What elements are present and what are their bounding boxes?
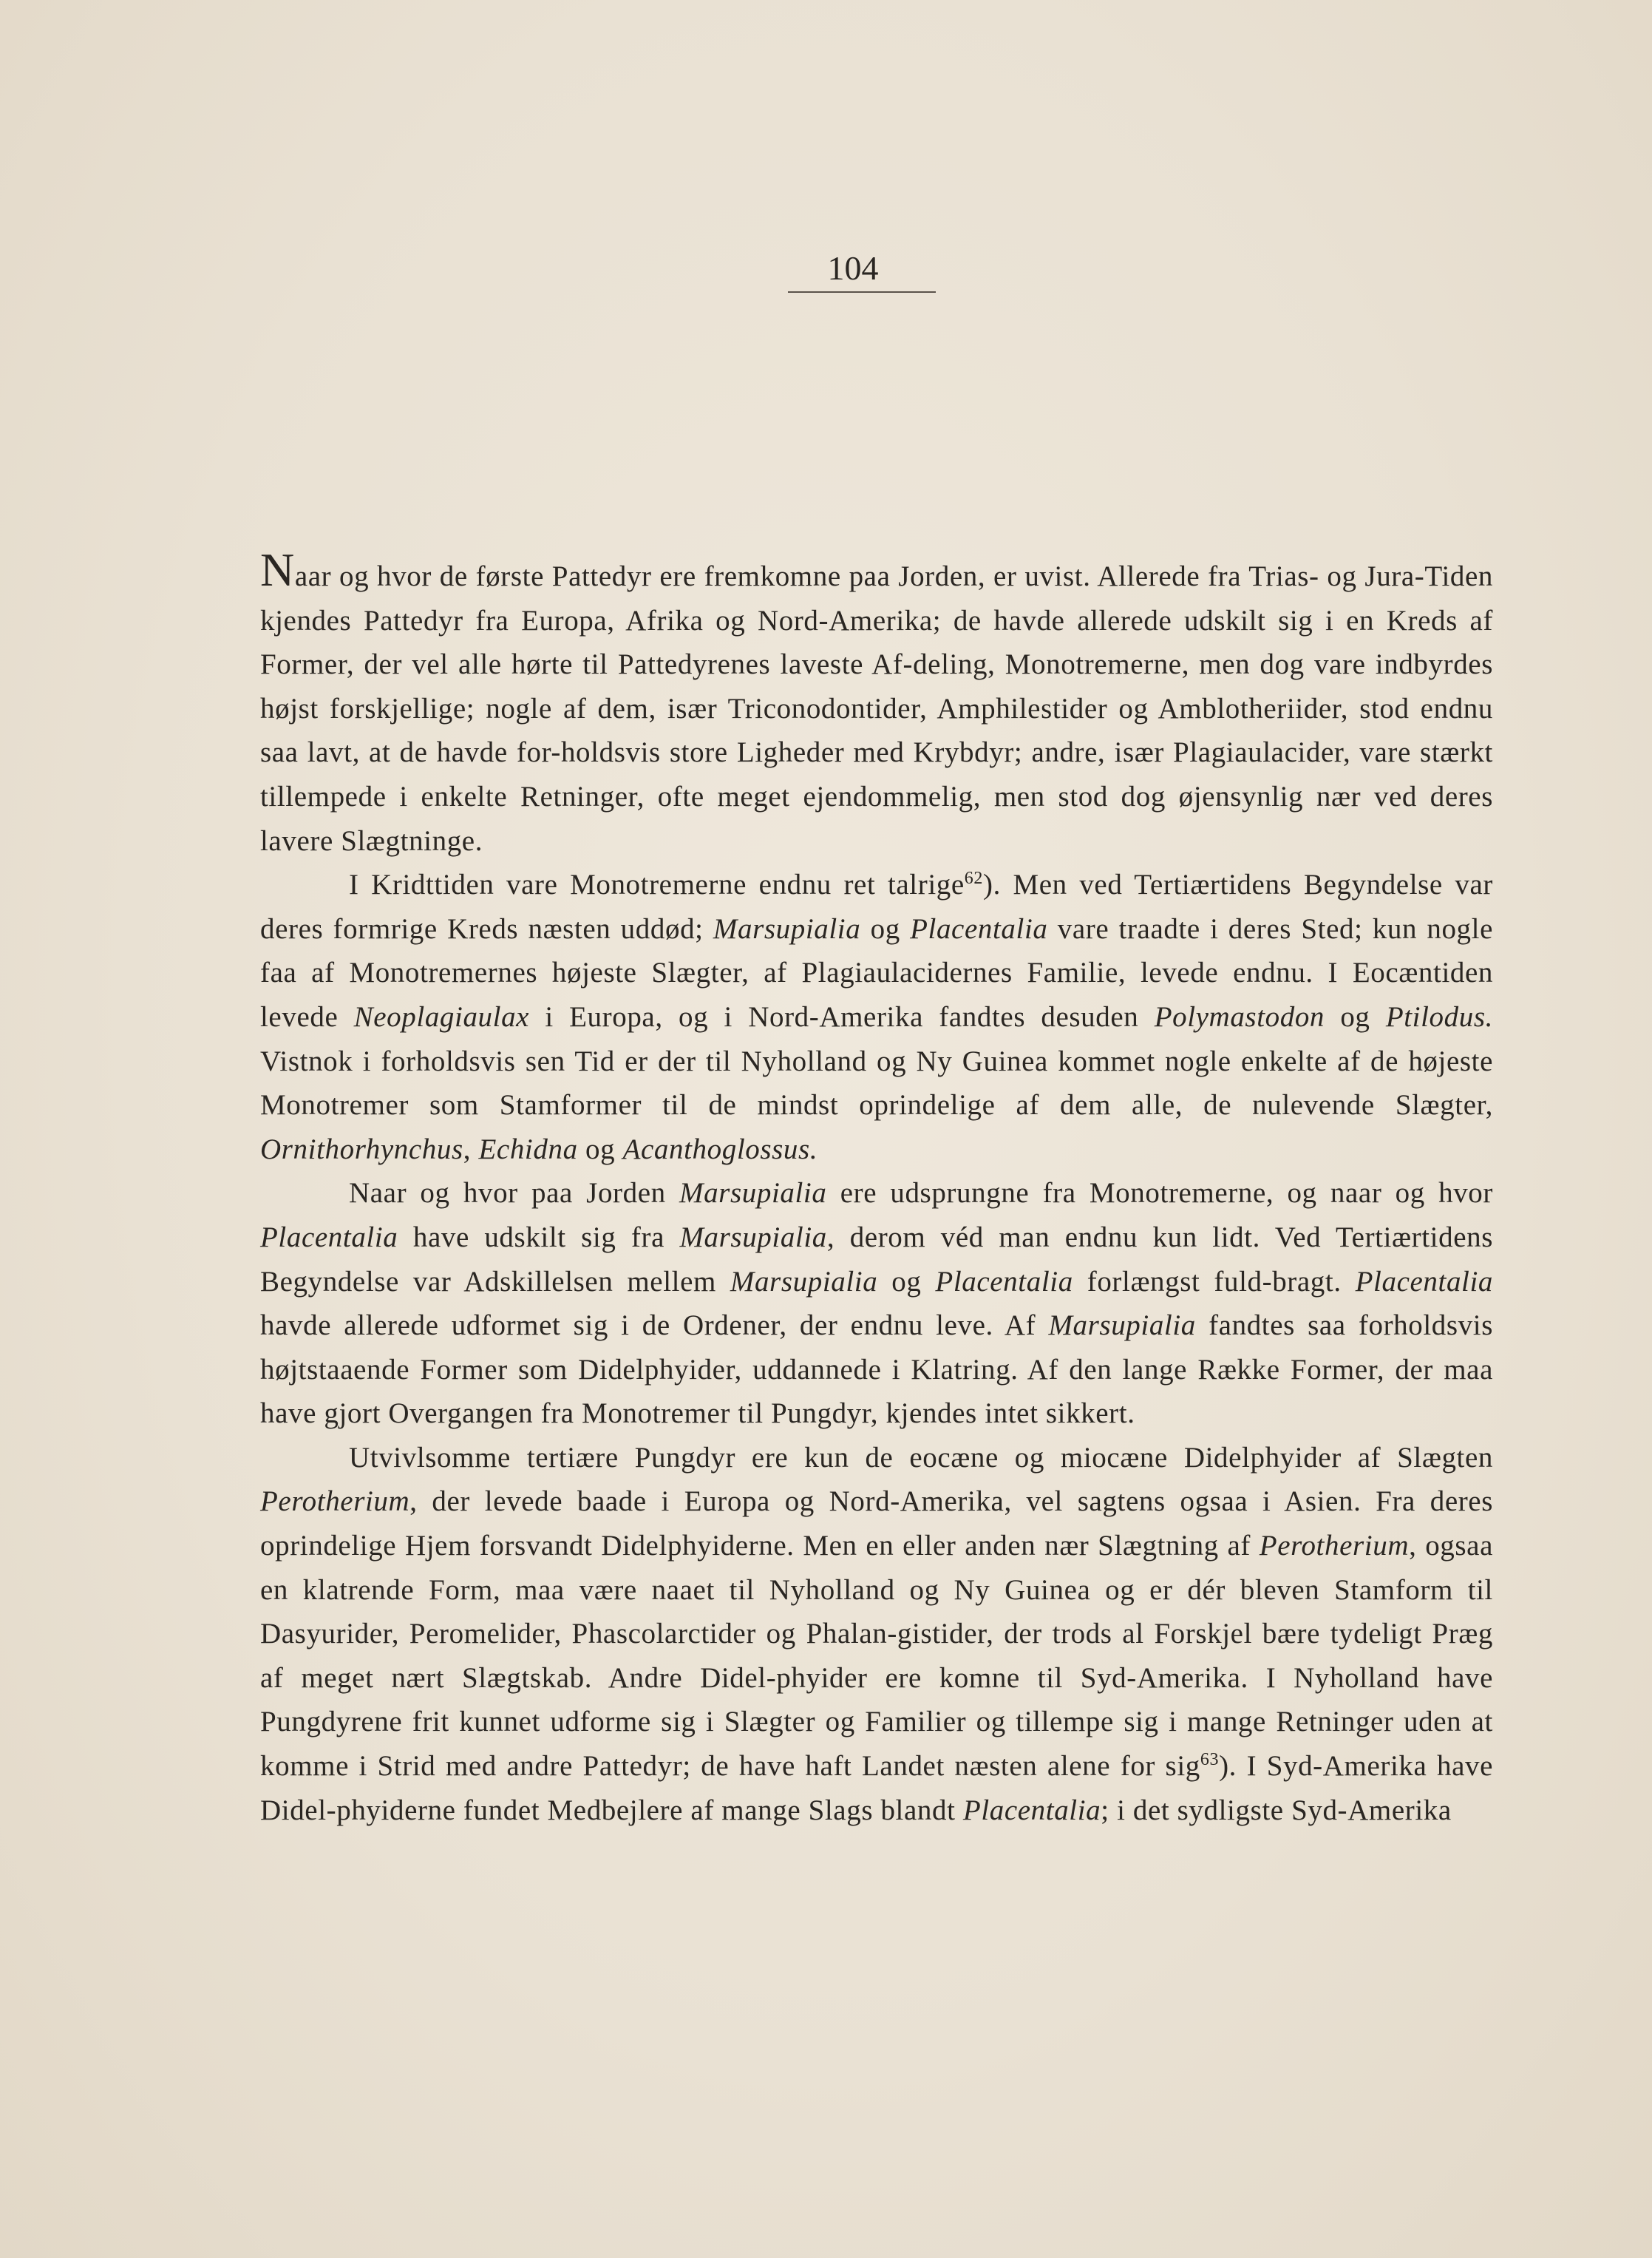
taxon-name: Polymastodon	[1154, 1000, 1325, 1033]
paragraph-1	[260, 543, 1493, 863]
taxon-name: Marsupialia	[713, 912, 861, 945]
text-run: Naar og hvor paa Jorden	[349, 1177, 679, 1210]
paragraph-4	[260, 1436, 1493, 1832]
page-number: 104	[827, 249, 879, 287]
footnote-ref: 63	[1200, 1750, 1220, 1770]
taxon-name: Ptilodus.	[1385, 1000, 1493, 1033]
text-run: havde allerede udformet sig i de Ordener, der endnu leve. Af	[260, 1309, 1049, 1342]
text-run: , ogsaa en klatrende Form, maa være naaet til Nyholland og Ny Guinea og er dér bleven Stamform til Dasyurider, Peromelider, Phascolarctider og Phalan-gistider, der trods al Forskjel bære tydeligt Præg af meget nært Slægtskab. Andre Didel-phyider ere komne til Syd-Amerika. I Nyholland have Pungdyrene frit kunnet udforme sig i Slægter og Familier og tillempe sig i mange Retninger uden at komme i Strid med andre Pattedyr; de have haft Landet næsten alene for sig	[260, 1530, 1494, 1783]
drop-cap: N	[260, 543, 295, 596]
text-run: og	[1325, 1000, 1386, 1033]
text-run: fandtes saa forholdsvis højtstaaende Former som Didelphyider, uddannede i Klatring. Af den lange Række Former, der maa have gjort Overgangen fra Monotremer til Pungdyr, kjendes intet sikkert.	[260, 1309, 1493, 1430]
text-run: Vistnok i forholdsvis sen Tid er der til Nyholland og Ny Guinea kommet nogle enkelte af de højeste Monotremer som Stamformer til de mindst oprindelige af dem alle, de nulevende Slægter,	[260, 1045, 1493, 1122]
text-run: ; i det sydligste Syd-Amerika	[1101, 1794, 1452, 1826]
paragraph-3	[260, 1171, 1493, 1436]
text-run: Utvivlsomme tertiære Pungdyr ere kun de eocæne og miocæne Didelphyider af Slægten	[349, 1441, 1493, 1474]
text-run: I Kridttiden vare Monotremerne endnu ret talrige	[349, 869, 965, 901]
taxon-name: Placentalia	[260, 1221, 398, 1253]
text-run: , derom véd man endnu kun lidt. Ved Tertiærtidens Begyndelse var Adskillelsen mellem	[260, 1221, 1493, 1298]
text-run: have udskilt sig fra	[398, 1221, 680, 1253]
page-number-rule	[788, 291, 936, 293]
text-run: vare traadte i deres Sted; kun nogle faa af Monotremernes højeste Slægter, af Plagiaulacidernes Familie, levede endnu. I Eocæntiden levede	[260, 912, 1493, 1033]
text-run: forlængst fuld-bragt.	[1073, 1265, 1356, 1298]
taxon-name: Perotherium	[1259, 1530, 1410, 1562]
text-run: ). Men ved Tertiærtidens Begyndelse var deres formrige Kreds næsten uddød;	[260, 869, 1493, 945]
text-run: og	[860, 912, 911, 945]
text-run: ). I Syd-Amerika have Didel-phyiderne fundet Medbejlere af mange Slags blandt	[260, 1750, 1493, 1826]
taxon-name: Echidna	[478, 1133, 578, 1165]
taxon-name: Marsupialia	[730, 1265, 878, 1298]
taxon-name: Placentalia	[962, 1794, 1101, 1826]
taxon-name: Placentalia	[935, 1265, 1073, 1298]
text-run: ere udsprungne fra Monotremerne, og naar og hvor	[826, 1177, 1493, 1210]
body-text	[260, 543, 1494, 1832]
text-run: i Europa, og i Nord-Amerika fandtes desuden	[529, 1000, 1155, 1033]
taxon-name: Placentalia	[1355, 1265, 1494, 1298]
taxon-name: Perotherium	[260, 1485, 410, 1518]
taxon-name: Neoplagiaulax	[353, 1000, 530, 1033]
taxon-name: Placentalia	[910, 912, 1048, 945]
text-run: ,	[463, 1133, 479, 1165]
text-run: og	[877, 1265, 936, 1298]
taxon-name: Ornithorhynchus	[260, 1133, 463, 1165]
footnote-ref: 62	[964, 869, 983, 889]
text-run: og	[577, 1133, 623, 1165]
taxon-name: Acanthoglossus.	[622, 1133, 818, 1165]
taxon-name: Marsupialia	[1048, 1309, 1196, 1342]
taxon-name: Marsupialia	[679, 1221, 827, 1253]
taxon-name: Marsupialia	[679, 1177, 827, 1210]
paragraph-2	[260, 863, 1493, 1171]
text-run: aar og hvor de første Pattedyr ere fremkomne paa Jorden, er uvist. Allerede fra Trias- og Jura-Tiden kjendes Pattedyr fra Europa, Afrika og Nord-Amerika; de havde allerede udskilt sig i en Kreds af Former, der vel alle hørte til Pattedyrenes laveste Af-deling, Monotremerne, men dog vare indbyrdes højst forskjellige; nogle af dem, især Triconodontider, Amphilestider og Amblotheriider, stod endnu saa lavt, at de havde for-holdsvis store Ligheder med Krybdyr; andre, især Plagiaulacider, vare stærkt tillempede i enkelte Retninger, ofte meget ejendommelig, men stod dog øjensynlig nær ved deres lavere Slægtninge.	[260, 560, 1493, 857]
text-run: , der levede baade i Europa og Nord-Amerika, vel sagtens ogsaa i Asien. Fra deres oprindelige Hjem forsvandt Didelphyiderne. Men en eller anden nær Slægtning af	[260, 1485, 1493, 1562]
